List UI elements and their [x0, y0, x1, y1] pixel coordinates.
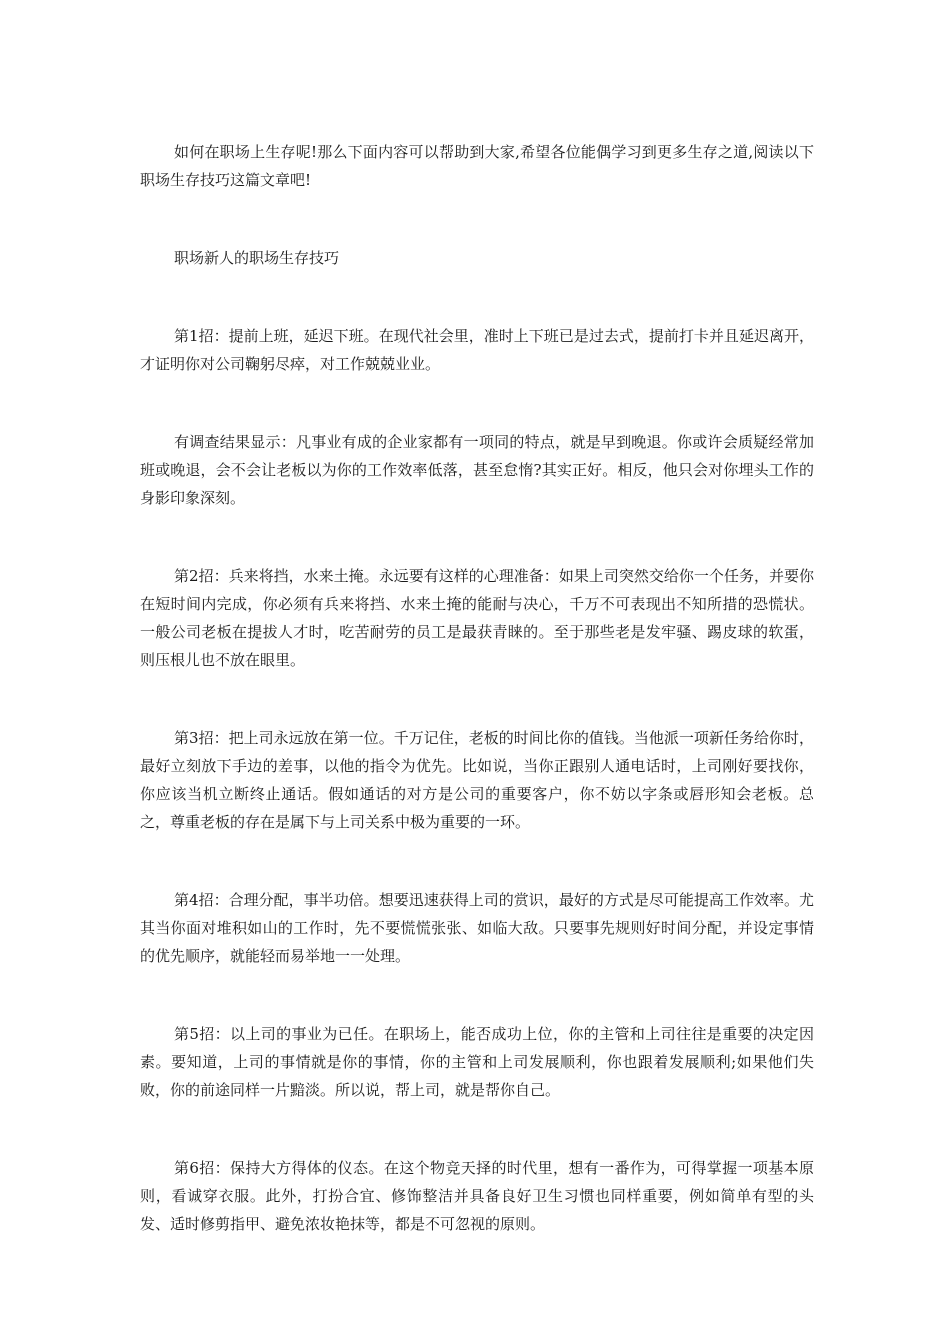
document-page	[140, 138, 814, 1288]
tip-6-paragraph: 第6招：保持大方得体的仪态。在这个物竞天择的时代里，想有一番作为，可得掌握一项基本原则，看诚穿衣服。此外，打扮合宜、修饰整洁并具备良好卫生习惯也同样重要，例如简单有型的头发、适时修剪指甲、避免浓妆艳抹等，都是不可忽视的原则。	[140, 1159, 814, 1233]
survey-paragraph: 有调查结果显示：凡事业有成的企业家都有一项同的特点，就是早到晚退。你或许会质疑经常加班或晚退，会不会让老板以为你的工作效率低落，甚至怠惰?其实正好。相反，他只会对你埋头工作的身影印象深刻。	[140, 433, 814, 507]
tip-1-paragraph: 第1招：提前上班，延迟下班。在现代社会里，准时上下班已是过去式，提前打卡并且延迟离开，才证明你对公司鞠躬尽瘁，对工作兢兢业业。	[140, 327, 814, 373]
tip-4-paragraph: 第4招：合理分配，事半功倍。想要迅速获得上司的赏识，最好的方式是尽可能提高工作效率。尤其当你面对堆积如山的工作时，先不要慌慌张张、如临大敌。只要事先规则好时间分配，并设定事情的优先顺序，就能轻而易举地一一处理。	[140, 891, 814, 965]
tip-3-paragraph: 第3招：把上司永远放在第一位。千万记住，老板的时间比你的值钱。当他派一项新任务给你时，最好立刻放下手边的差事，以他的指令为优先。比如说，当你正跟别人通电话时，上司刚好要找你，你应该当机立断终止通话。假如通话的对方是公司的重要客户，你不妨以字条或唇形知会老板。总之，尊重老板的存在是属下与上司关系中极为重要的一环。	[140, 729, 814, 831]
section-heading: 职场新人的职场生存技巧	[174, 249, 340, 267]
tip-2-paragraph: 第2招：兵来将挡，水来土掩。永远要有这样的心理准备：如果上司突然交给你一个任务，并要你在短时间内完成，你必须有兵来将挡、水来土掩的能耐与决心，千万不可表现出不知所措的恐慌状。一般公司老板在提拔人才时，吃苦耐劳的员工是最获青睐的。至于那些老是发牢骚、踢皮球的软蛋，则压根儿也不放在眼里。	[140, 567, 814, 669]
intro-paragraph: 如何在职场上生存呢!那么下面内容可以帮助到大家,希望各位能偶学习到更多生存之道,阅读以下职场生存技巧这篇文章吧!	[140, 143, 814, 189]
tip-5-paragraph: 第5招：以上司的事业为已任。在职场上，能否成功上位，你的主管和上司往往是重要的决定因素。要知道，上司的事情就是你的事情，你的主管和上司发展顺利，你也跟着发展顺利;如果他们失败，你的前途同样一片黯淡。所以说，帮上司，就是帮你自己。	[140, 1025, 814, 1099]
